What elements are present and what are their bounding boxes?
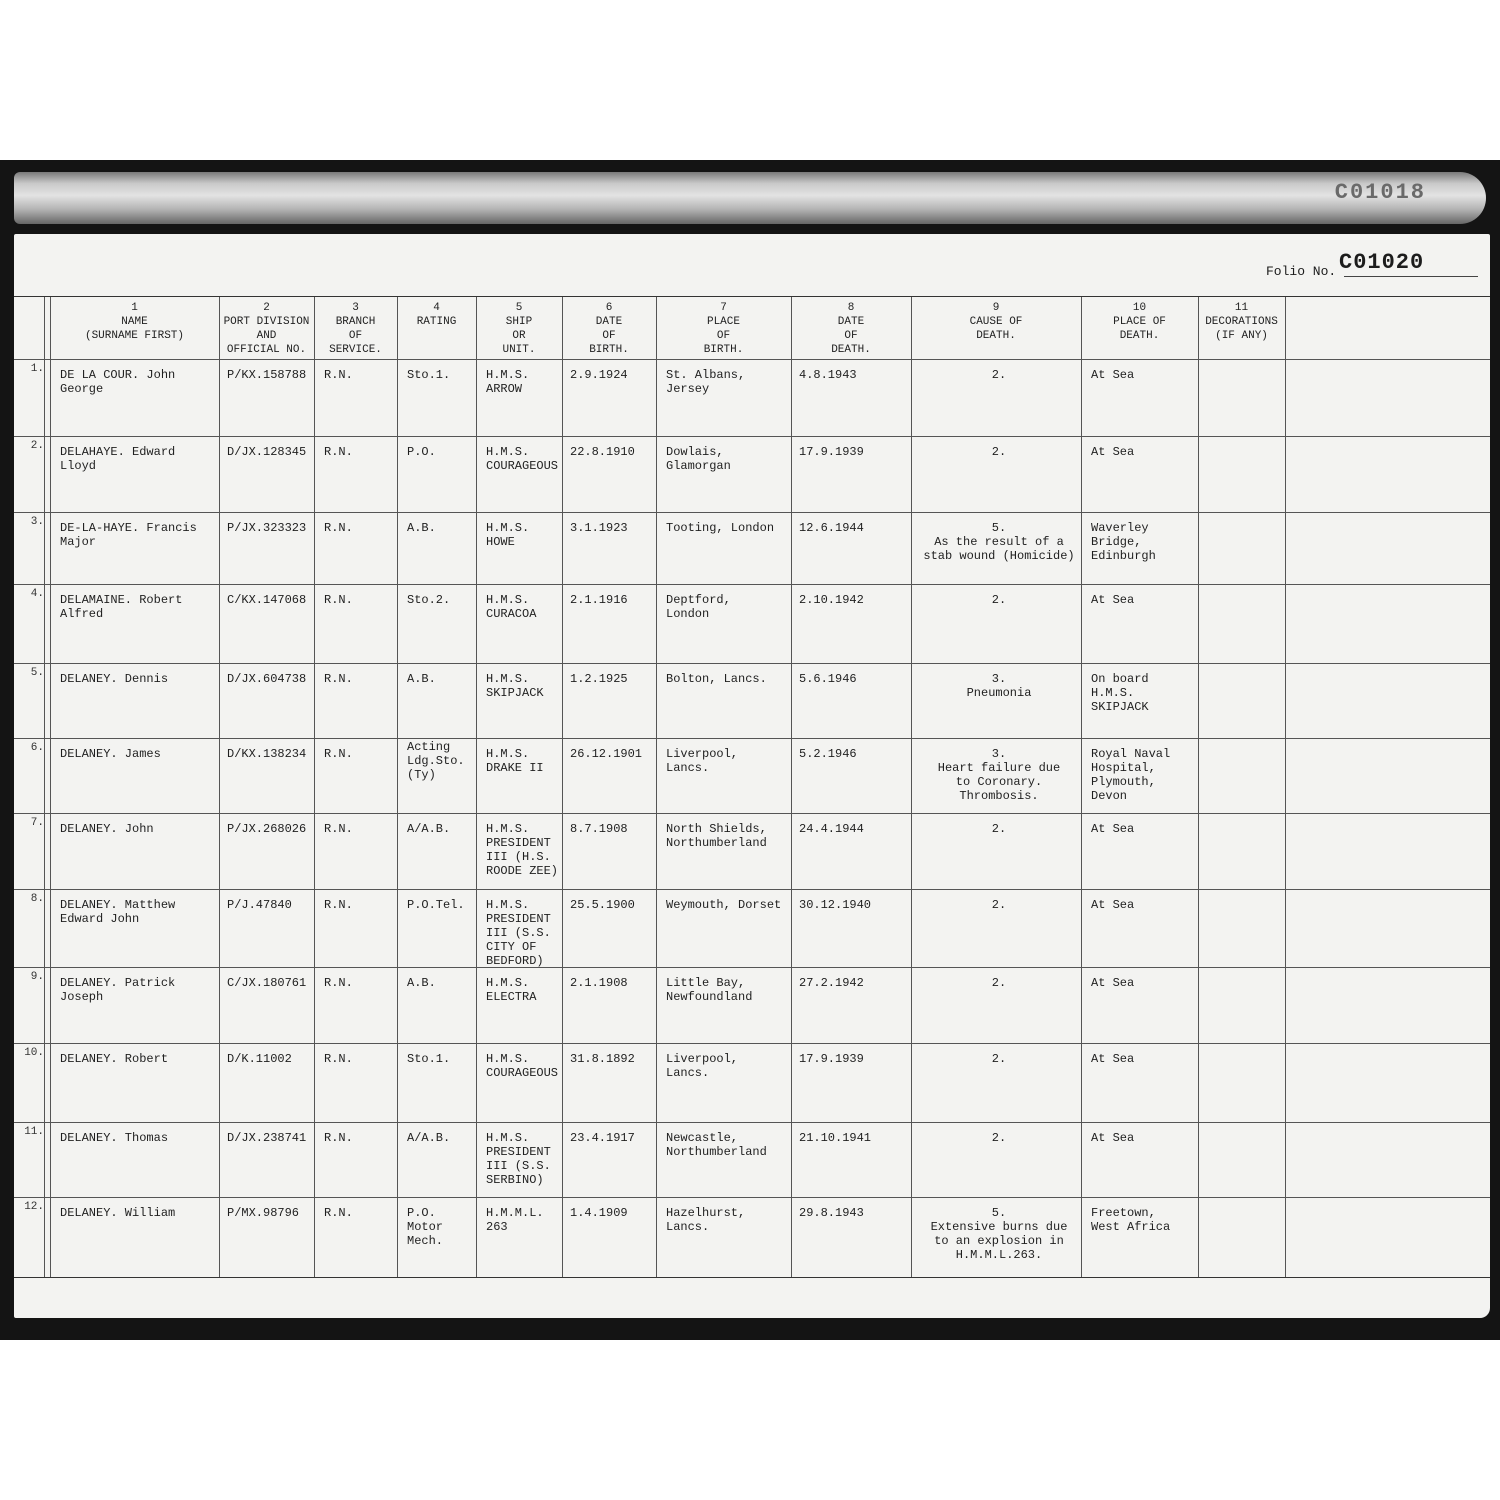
cell-dod: 2.10.1942 [799, 593, 864, 607]
row-number: 10. [24, 1047, 44, 1059]
cell-ship: H.M.S. HOWE [486, 521, 530, 549]
cell-pob: Liverpool, Lancs. [666, 1052, 739, 1080]
cell-name: DE LA COUR. John George [60, 368, 176, 396]
cell-official: D/JX.238741 [227, 1131, 307, 1145]
cell-pob: Liverpool, Lancs. [666, 747, 739, 775]
cell-dod: 27.2.1942 [799, 976, 864, 990]
cell-official: P/KX.158788 [227, 368, 307, 382]
cell-rating: A.B. [407, 976, 436, 990]
cell-cause: 5. Extensive burns due to an explosion in H.M.M.L.263. [930, 1206, 1068, 1262]
cell-name: DELAHAYE. Edward Lloyd [60, 445, 176, 473]
cell-dod: 17.9.1939 [799, 445, 864, 459]
column-divider [656, 297, 657, 1277]
column-header [314, 301, 397, 357]
folio-label: Folio No. [1266, 264, 1337, 279]
folio-stamp: C01018 [1334, 180, 1426, 205]
cell-official: P/MX.98796 [227, 1206, 300, 1220]
cell-pob: Newcastle, Northumberland [666, 1131, 767, 1159]
cell-cause: 2. [991, 898, 1007, 912]
cell-name: DELANEY. Matthew Edward John [60, 898, 176, 926]
column-title: CAUSE OF DEATH. [969, 316, 1023, 342]
cell-official: D/KX.138234 [227, 747, 307, 761]
cell-dob: 1.4.1909 [570, 1206, 628, 1220]
cell-dob: 2.1.1908 [570, 976, 628, 990]
cell-cause: 3. Heart failure due to Coronary. Thrombosis. [937, 747, 1061, 803]
cell-rating: P.O. Motor Mech. [407, 1206, 444, 1248]
column-number: 4 [433, 302, 440, 314]
column-number: 8 [847, 302, 855, 314]
column-header [1198, 301, 1285, 343]
cell-cause: 2. [991, 1131, 1007, 1145]
cell-ship: H.M.S. ELECTRA [486, 976, 537, 1004]
cell-branch: R.N. [324, 747, 353, 761]
cell-rating: A/A.B. [407, 1131, 451, 1145]
column-title: DECORATIONS (IF ANY) [1205, 316, 1278, 342]
cell-pod: At Sea [1091, 1052, 1135, 1066]
row-number: 11. [24, 1126, 44, 1138]
row-number: 8. [30, 893, 44, 905]
row-number: 6. [30, 742, 44, 754]
cell-dod: 21.10.1941 [799, 1131, 872, 1145]
row-divider [14, 663, 1490, 664]
column-divider [50, 297, 51, 1277]
cell-rating: A.B. [407, 521, 436, 535]
cell-dob: 25.5.1900 [570, 898, 635, 912]
row-divider [14, 813, 1490, 814]
column-number: 11 [1234, 302, 1249, 314]
row-divider [14, 967, 1490, 968]
cell-pob: Deptford, London [666, 593, 731, 621]
row-divider [14, 512, 1490, 513]
cell-name: DELANEY. Patrick Joseph [60, 976, 176, 1004]
cell-rating: A/A.B. [407, 822, 451, 836]
cell-name: DELAMAINE. Robert Alfred [60, 593, 183, 621]
row-number: 1. [30, 363, 44, 375]
cell-name: DELANEY. John [60, 822, 154, 836]
cell-cause: 2. [991, 822, 1007, 836]
row-number: 2. [30, 440, 44, 452]
cell-name: DELANEY. William [60, 1206, 176, 1220]
column-header [911, 301, 1081, 343]
column-header [397, 301, 476, 329]
cell-pob: Tooting, London [666, 521, 775, 535]
cell-ship: H.M.S. PRESIDENT III (H.S. ROODE ZEE) [486, 822, 559, 878]
cell-dod: 4.8.1943 [799, 368, 857, 382]
column-title: PLACE OF BIRTH. [703, 316, 744, 356]
cell-name: DELANEY. Dennis [60, 672, 169, 686]
column-number: 2 [263, 302, 270, 314]
cell-pob: St. Albans, Jersey [666, 368, 746, 396]
cell-official: D/K.11002 [227, 1052, 292, 1066]
cell-rating: P.O.Tel. [407, 898, 465, 912]
cell-branch: R.N. [324, 445, 353, 459]
cell-branch: R.N. [324, 1052, 353, 1066]
cell-dob: 31.8.1892 [570, 1052, 635, 1066]
column-number: 9 [992, 302, 1000, 314]
cell-ship: H.M.S. COURAGEOUS [486, 1052, 559, 1080]
column-title: PORT DIVISION AND OFFICIAL NO. [223, 316, 310, 356]
cell-dod: 17.9.1939 [799, 1052, 864, 1066]
column-divider [397, 297, 398, 1277]
cell-dob: 2.9.1924 [570, 368, 628, 382]
row-divider [14, 738, 1490, 739]
cell-cause: 2. [991, 593, 1007, 607]
cell-name: DELANEY. Robert [60, 1052, 169, 1066]
cell-pob: Hazelhurst, Lancs. [666, 1206, 746, 1234]
cell-pob: Weymouth, Dorset [666, 898, 782, 912]
cell-dod: 29.8.1943 [799, 1206, 864, 1220]
column-header [219, 301, 314, 357]
cell-name: DELANEY. Thomas [60, 1131, 169, 1145]
cell-branch: R.N. [324, 1206, 353, 1220]
cell-pob: Bolton, Lancs. [666, 672, 767, 686]
cell-rating: Sto.1. [407, 368, 451, 382]
folio-underline [1344, 276, 1478, 277]
column-number: 10 [1132, 302, 1147, 314]
row-number: 5. [30, 667, 44, 679]
cell-dod: 5.2.1946 [799, 747, 857, 761]
column-number: 5 [515, 302, 523, 314]
cell-dob: 22.8.1910 [570, 445, 635, 459]
cell-pod: At Sea [1091, 445, 1135, 459]
cell-pod: At Sea [1091, 822, 1135, 836]
row-number: 9. [30, 971, 44, 983]
cell-cause: 3. Pneumonia [966, 672, 1032, 700]
cell-official: C/JX.180761 [227, 976, 307, 990]
cell-official: P/JX.268026 [227, 822, 307, 836]
cell-pob: Dowlais, Glamorgan [666, 445, 731, 473]
row-divider [14, 584, 1490, 585]
cell-branch: R.N. [324, 672, 353, 686]
row-divider [14, 436, 1490, 437]
cell-ship: H.M.S. COURAGEOUS [486, 445, 559, 473]
cell-ship: H.M.S. ARROW [486, 368, 530, 396]
row-divider [14, 1122, 1490, 1123]
cell-cause: 2. [991, 976, 1007, 990]
cell-cause: 2. [991, 1052, 1007, 1066]
cell-dod: 30.12.1940 [799, 898, 872, 912]
cell-pod: Royal Naval Hospital, Plymouth, Devon [1091, 747, 1171, 803]
cell-branch: R.N. [324, 593, 353, 607]
column-divider [1285, 297, 1286, 1277]
cell-name: DELANEY. James [60, 747, 161, 761]
column-divider [791, 297, 792, 1277]
cell-official: D/JX.604738 [227, 672, 307, 686]
row-divider [14, 889, 1490, 890]
column-title: SHIP OR UNIT. [502, 316, 536, 356]
cell-pod: At Sea [1091, 898, 1135, 912]
row-number: 12. [24, 1201, 44, 1213]
cell-rating: Sto.1. [407, 1052, 451, 1066]
cell-official: P/J.47840 [227, 898, 292, 912]
row-number: 3. [30, 516, 44, 528]
folio-number: C01020 [1339, 250, 1425, 275]
column-divider [1081, 297, 1082, 1277]
casualty-register-table [14, 296, 1490, 1278]
column-divider [911, 297, 912, 1277]
cell-pod: At Sea [1091, 368, 1135, 382]
cell-branch: R.N. [324, 976, 353, 990]
cell-rating: A.B. [407, 672, 436, 686]
cell-dob: 23.4.1917 [570, 1131, 635, 1145]
cell-pod: Waverley Bridge, Edinburgh [1091, 521, 1156, 563]
cell-cause: 2. [991, 445, 1007, 459]
row-number: 7. [30, 817, 44, 829]
column-title: DATE OF DEATH. [831, 316, 871, 356]
row-divider [14, 1043, 1490, 1044]
cell-dob: 1.2.1925 [570, 672, 628, 686]
column-title: PLACE OF DEATH. [1113, 316, 1166, 342]
cell-dob: 3.1.1923 [570, 521, 628, 535]
column-divider [314, 297, 315, 1277]
cell-pod: On board H.M.S. SKIPJACK [1091, 672, 1149, 714]
column-number: 3 [352, 302, 359, 314]
column-header [1081, 301, 1198, 343]
cell-pob: Little Bay, Newfoundland [666, 976, 753, 1004]
cell-dob: 8.7.1908 [570, 822, 628, 836]
cell-ship: H.M.S. SKIPJACK [486, 672, 544, 700]
cell-ship: H.M.S. CURACOA [486, 593, 537, 621]
cell-branch: R.N. [324, 368, 353, 382]
cell-official: D/JX.128345 [227, 445, 307, 459]
cell-ship: H.M.S. DRAKE II [486, 747, 544, 775]
cell-official: P/JX.323323 [227, 521, 307, 535]
column-title: NAME (SURNAME FIRST) [84, 316, 185, 342]
cell-rating: P.O. [407, 445, 436, 459]
cell-ship: H.M.S. PRESIDENT III (S.S. CITY OF BEDFORD) [486, 898, 551, 968]
column-header [50, 301, 219, 343]
cell-pod: At Sea [1091, 593, 1135, 607]
cell-branch: R.N. [324, 521, 353, 535]
cell-dob: 2.1.1916 [570, 593, 628, 607]
column-divider [476, 297, 477, 1277]
column-title: DATE OF BIRTH. [589, 316, 629, 356]
cell-pob: North Shields, Northumberland [666, 822, 767, 850]
column-number: 7 [720, 302, 727, 314]
cell-rating: Sto.2. [407, 593, 451, 607]
cell-dod: 24.4.1944 [799, 822, 864, 836]
cell-pod: At Sea [1091, 976, 1135, 990]
column-header [791, 301, 911, 357]
register-binding [14, 172, 1486, 224]
cell-dob: 26.12.1901 [570, 747, 643, 761]
column-divider [1198, 297, 1199, 1277]
column-divider [562, 297, 563, 1277]
cell-cause: 2. [991, 368, 1007, 382]
cell-ship: H.M.M.L. 263 [486, 1206, 544, 1234]
cell-cause: 5. As the result of a stab wound (Homicide) [923, 521, 1075, 563]
column-divider [219, 297, 220, 1277]
column-header [562, 301, 656, 357]
cell-dod: 12.6.1944 [799, 521, 864, 535]
cell-ship: H.M.S. PRESIDENT III (S.S. SERBINO) [486, 1131, 551, 1187]
column-header [476, 301, 562, 357]
cell-pod: Freetown, West Africa [1091, 1206, 1171, 1234]
cell-rating: Acting Ldg.Sto. (Ty) [407, 740, 465, 782]
row-number: 4. [30, 588, 44, 600]
cell-name: DE-LA-HAYE. Francis Major [60, 521, 197, 549]
cell-branch: R.N. [324, 1131, 353, 1145]
cell-branch: R.N. [324, 898, 353, 912]
cell-official: C/KX.147068 [227, 593, 307, 607]
cell-pod: At Sea [1091, 1131, 1135, 1145]
column-header [656, 301, 791, 357]
cell-branch: R.N. [324, 822, 353, 836]
row-divider [14, 359, 1490, 360]
column-number: 6 [605, 302, 613, 314]
scan-background [0, 160, 1500, 1340]
column-divider [44, 297, 45, 1277]
register-sheet [14, 234, 1490, 1318]
row-divider [14, 1197, 1490, 1198]
column-title: BRANCH OF SERVICE. [329, 316, 382, 356]
column-title: RATING [416, 316, 457, 328]
cell-dod: 5.6.1946 [799, 672, 857, 686]
column-number: 1 [131, 302, 138, 314]
